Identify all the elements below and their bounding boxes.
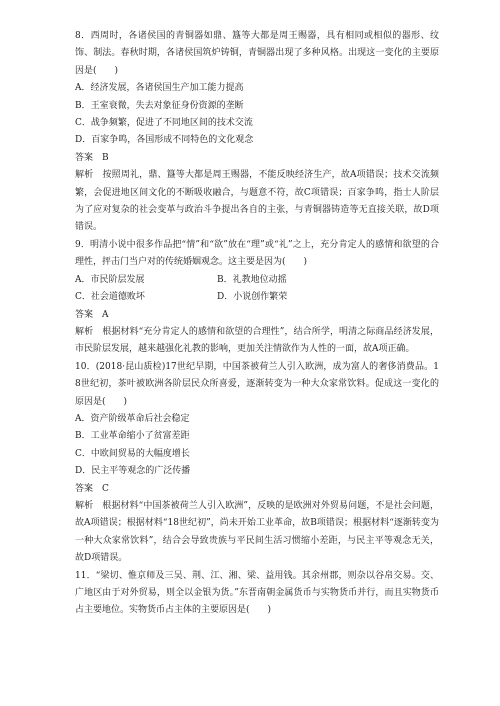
- question-9-option-d: D．小说创作繁荣: [217, 292, 288, 303]
- question-9-options-row-1: [75, 272, 439, 289]
- question-9-analysis: 解析 根据材料“充分肯定人的感情和欲望的合理性”，结合所学，明清之际商品经济发展，市民阶层发展，越来越强化礼教的影响，更加关注情欲作为人性的一面，故A项正确。: [75, 326, 439, 355]
- question-9-answer: 答案 A: [75, 309, 109, 320]
- question-8-analysis: 解析 按照周礼，鼎、簋等大都是周王赐器，不能反映经济生产，故A项错误；技术交流频繁，会促进地区间文化的不断吸收融合，与题意不符，故C项错误；百家争鸣，指士人阶层为了应对复杂的社会变革与政治斗争提出各自的主张，与青铜器铸造等无直接关联，故D项错误。: [75, 170, 439, 233]
- question-10-stem: 10．(2018·昆山质检)17世纪早期，中国茶被荷兰人引入欧洲，成为富人的奢侈消费品。18世纪初，茶叶被欧洲各阶层民众所喜爱，逐渐转变为一种大众家常饮料。促成这一变化的原因是( ): [75, 361, 439, 407]
- question-10-answer: 答案 C: [75, 483, 109, 494]
- question-10-option-d: D．民主平等观念的广泛传播: [75, 466, 191, 477]
- question-8-stem: 8．西周时，各诸侯国的青铜器如鼎、簋等大都是周王赐器，具有相同或相似的器形、纹饰、制法。春秋时期，各诸侯国筑炉铸铜，青铜器出现了多种风格。出现这一变化的主要原因是( ): [75, 31, 439, 76]
- question-9-stem: 9．明清小说中很多作品把“情”和“欲”放在“理”或“礼”之上，充分肯定人的感情和欲望的合理性，抨击门当户对的传统婚姻观念。这主要是因为( ): [75, 239, 439, 268]
- question-10-option-b: B．工业革命缩小了贫富差距: [75, 431, 190, 442]
- question-9-option-b: B．礼教地位动摇: [217, 274, 287, 285]
- question-8-answer: 答案 B: [75, 152, 109, 163]
- question-8-option-b: B．王室衰微，失去对象征身份资源的垄断: [75, 100, 244, 111]
- question-10-option-a: A．资产阶级革命后社会稳定: [75, 413, 190, 424]
- question-9-options-row-2: [75, 289, 439, 306]
- question-9-option-a: A．市民阶层发展: [75, 274, 145, 285]
- question-8-option-c: C．战争频繁，促进了不同地区间的技术交流: [75, 118, 253, 129]
- question-9-option-c: C．社会道德败坏: [75, 292, 145, 303]
- question-10-analysis: 解析 根据材料“中国茶被荷兰人引入欧洲”，反映的是欧洲对外贸易问题，不是社会问题，故A项错误；根据材料“18世纪初”，尚未开始工业革命，故B项错误；根据材料“逐渐转变为一种大众家常饮料”，结合会导致贵族与平民间生活习惯缩小差距，与民主平等观念无关，故D项错误。: [75, 500, 439, 564]
- question-content: [75, 28, 439, 620]
- question-10-option-c: C．中欧间贸易的大幅度增长: [75, 448, 190, 459]
- question-11-stem: 11．“梁切、惟京师及三吴、荆、江、湘、梁、益用钱。其余州郡，则杂以谷帛交易。交、广地区由于对外贸易，则全以金银为货。”东晋南朝金属货币与实物货币并行，而且实物货币占主要地位。实物货币占主体的主要原因是( ): [75, 570, 439, 616]
- question-8-option-a: A．经济发展，各诸侯国生产加工能力提高: [75, 83, 244, 94]
- question-8-option-d: D．百家争鸣，各国形成不同特色的文化观念: [75, 135, 254, 146]
